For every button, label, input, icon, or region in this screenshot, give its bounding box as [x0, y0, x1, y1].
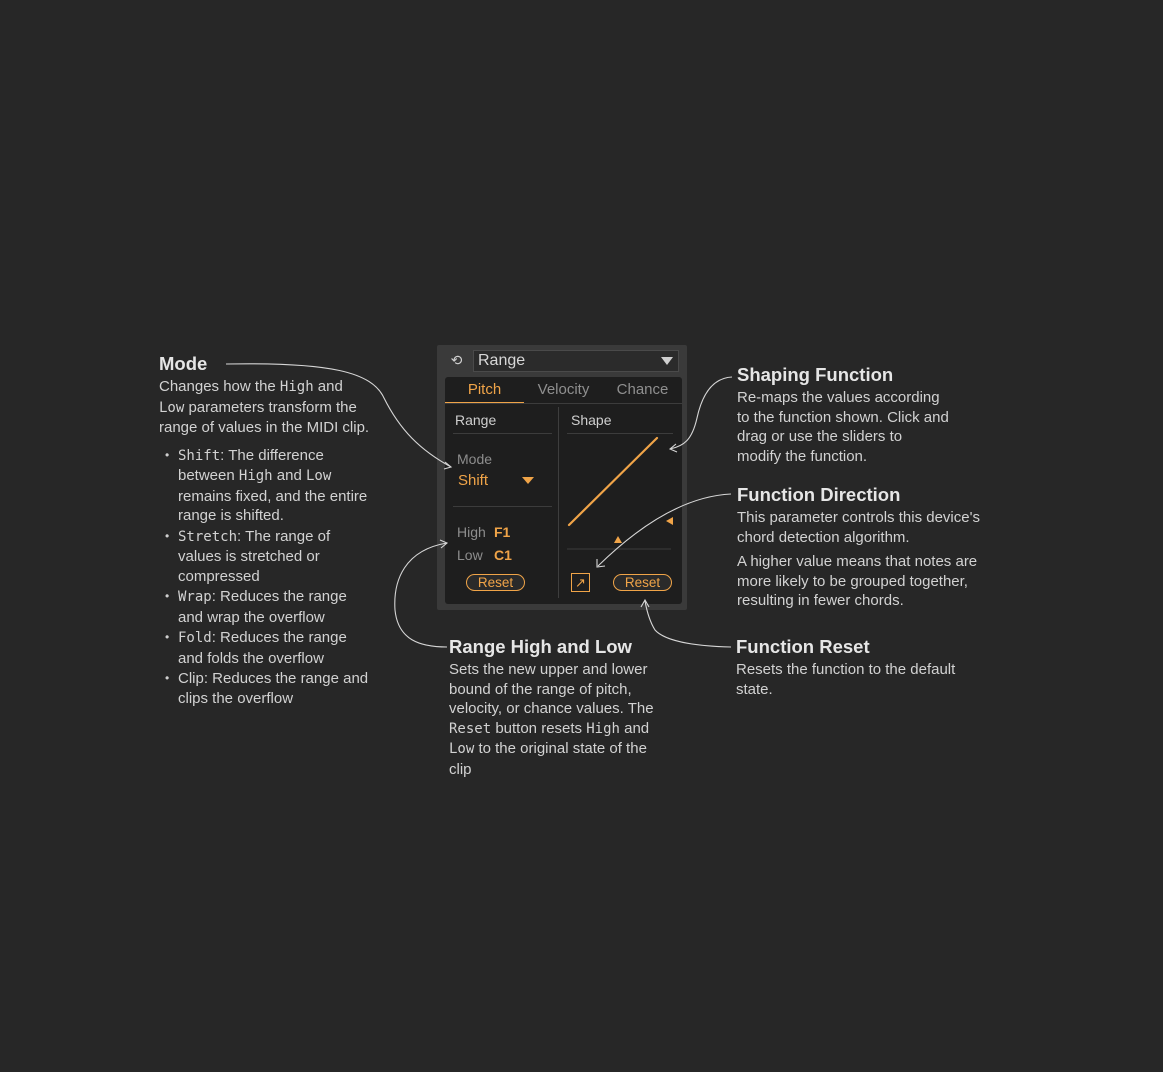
- function-curve: [569, 438, 657, 525]
- shaping-function-title: Shaping Function: [737, 364, 894, 385]
- device-body: [445, 377, 682, 604]
- high-value[interactable]: F1: [494, 524, 511, 540]
- shape-reset-button[interactable]: Reset: [613, 574, 672, 591]
- shaping-function-annotation: [737, 364, 997, 466]
- range-device-panel: [437, 345, 687, 610]
- mode-annotation-title: Mode: [159, 353, 208, 374]
- mode-annotation-text: Changes how the High and Low parameters transform the range of values in the MIDI clip.: [159, 378, 370, 436]
- chevron-down-icon: [661, 357, 673, 365]
- range-high-low-text: Sets the new upper and lower bound of the range of pitch, velocity, or chance values. The Reset button resets High and Low to the original state of the clip: [449, 661, 654, 778]
- mode-annotation: [159, 353, 394, 709]
- function-direction-annotation: [737, 484, 1017, 611]
- mode-divider: [453, 506, 552, 507]
- list-item: • Wrap: Reduces the range and wrap the overflow: [159, 587, 394, 627]
- range-section-title: Range: [455, 412, 497, 428]
- reset-cycle-icon[interactable]: ⟲: [450, 352, 463, 368]
- shaping-function-text: Re-maps the values according to the function shown. Click and drag or use the sliders to modify the function.: [737, 389, 949, 465]
- function-direction-text-2: A higher value means that notes are more likely to be grouped together, resulting in fewer chords.: [737, 553, 978, 609]
- list-item: • Stretch: The range of values is stretched or compressed: [159, 527, 394, 587]
- y-slider-handle[interactable]: [666, 517, 673, 525]
- low-value[interactable]: C1: [494, 547, 512, 563]
- function-reset-title: Function Reset: [736, 636, 870, 657]
- shape-function-graph[interactable]: [559, 433, 677, 573]
- chevron-down-icon[interactable]: [522, 477, 534, 484]
- preset-dropdown[interactable]: [473, 350, 679, 372]
- list-item: • Shift: The difference between High and Low remains fixed, and the entire range is shifted.: [159, 446, 394, 526]
- tab-chance[interactable]: Chance: [616, 381, 669, 398]
- function-reset-text: Resets the function to the default state.: [736, 661, 956, 698]
- tab-bar: [445, 377, 682, 403]
- shape-section-title: Shape: [571, 412, 612, 428]
- mode-select[interactable]: Shift: [458, 472, 489, 489]
- function-reset-annotation: [736, 636, 996, 699]
- tab-pitch[interactable]: Pitch: [445, 377, 524, 403]
- arrow-up-right-icon[interactable]: ↗: [571, 573, 590, 592]
- range-high-low-annotation: [449, 636, 689, 779]
- x-slider-handle[interactable]: [614, 536, 622, 543]
- mode-options-list: [159, 446, 394, 709]
- list-item: • Clip: Reduces the range and clips the overflow: [159, 669, 394, 708]
- function-direction-title: Function Direction: [737, 484, 901, 505]
- function-direction-text: This parameter controls this device's chord detection algorithm.: [737, 509, 980, 546]
- high-label: High: [457, 524, 486, 540]
- tab-velocity[interactable]: Velocity: [537, 381, 590, 398]
- preset-label: Range: [478, 352, 526, 369]
- range-reset-button[interactable]: Reset: [466, 574, 525, 591]
- mode-label: Mode: [457, 451, 493, 467]
- range-high-low-title: Range High and Low: [449, 636, 632, 657]
- low-label: Low: [457, 547, 483, 563]
- tab-divider: [445, 403, 682, 404]
- list-item: • Fold: Reduces the range and folds the overflow: [159, 628, 394, 668]
- range-title-divider: [453, 433, 552, 434]
- device-header: [437, 345, 687, 376]
